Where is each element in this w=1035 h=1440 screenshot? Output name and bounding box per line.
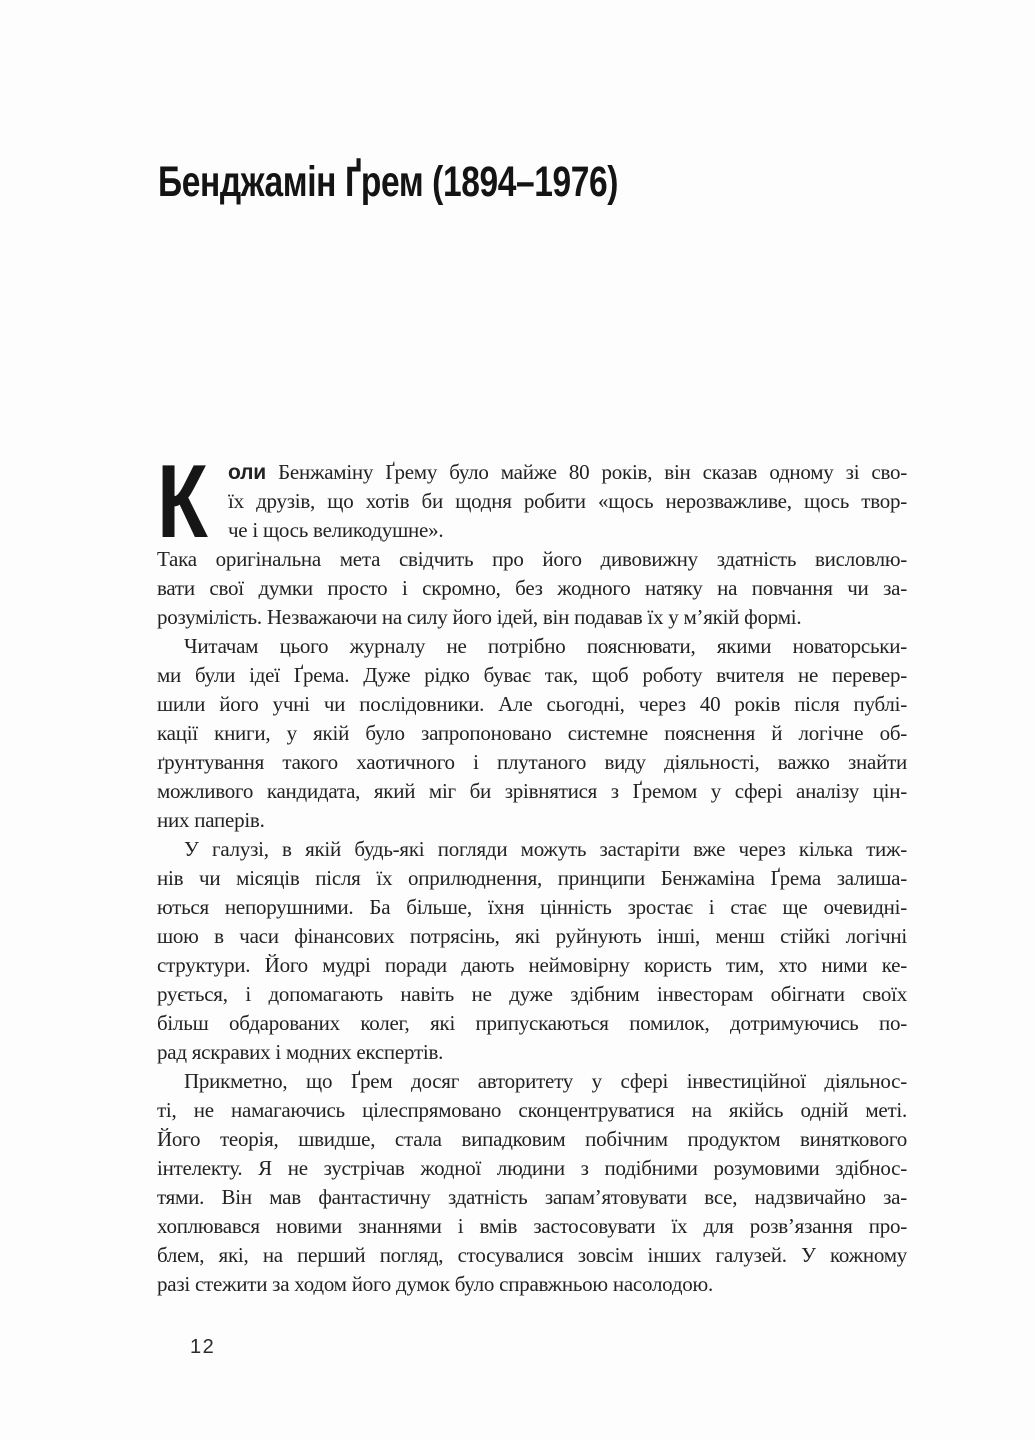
text-line: разі стежити за ходом його думок було справжньою насолодою. [157,1272,713,1296]
paragraph [157,1067,907,1299]
text-line: шили його учні чи послідовники. Але сьогодні, через 40 років після публі- [157,692,907,716]
text-line: Прикметно, що Ґрем досяг авторитету у сфері інвестиційної діяльнос- [184,1069,907,1093]
text-line: шою в часи фінансових потрясінь, які руйнують інші, менш стійкі логічні [157,924,907,948]
lead-word: оли [228,461,266,484]
text-line: Його теорія, швидше, стала випадковим побічним продуктом виняткового [157,1127,907,1151]
text-line: нів чи місяців після їх оприлюднення, принципи Бенжаміна Ґрема залиша- [157,866,907,890]
paragraph [157,835,907,1067]
text-line: Така оригінальна мета свідчить про його дивовижну здатність висловлю- [157,547,907,571]
text-line: можливого кандидата, який міг би зрівнятися з Ґремом у сфері аналізу цін- [157,779,907,803]
text-line: кації книги, у якій було запропоновано системне пояснення й логічне об- [157,721,907,745]
text-line: ми були ідеї Ґрема. Дуже рідко буває так, щоб роботу вчителя не перевер- [157,663,907,687]
drop-cap: К [157,444,208,560]
page-number: 12 [190,1336,216,1358]
text-line: розумілість. Незважаючи на силу його ідей, він подавав їх у м’якій формі. [157,605,802,629]
text-line: У галузі, в якій будь-які погляди можуть застаріти вже через кілька тиж- [184,837,907,861]
text-line: них паперів. [157,808,265,832]
paragraph [157,545,907,632]
text-line: ґрунтування такого хаотичного і плутаного виду діяльності, важко знайти [157,750,907,774]
text-line: рується, і допомагають навіть не дуже здібним інвесторам обігнати своїх [157,982,907,1006]
text-line: інтелекту. Я не зустрічав жодної людини з подібними розумовими здібнос- [157,1156,907,1180]
text-line: че і щось великодушне». [228,518,444,542]
text-line: тями. Він мав фантастичну здатність запам’ятовувати все, надзвичайно за- [157,1185,907,1209]
text-line: ті, не намагаючись цілеспрямовано сконцентруватися на якійсь одній меті. [157,1098,907,1122]
text-line: рад яскравих і модних експертів. [157,1040,444,1064]
text-line: блем, які, на перший погляд, стосувалися зовсім інших галузей. У кожному [157,1243,907,1267]
text-line: їх друзів, що хотів би щодня робити «щось нерозважливе, щось твор- [228,489,907,513]
paragraph [157,632,907,835]
text-line: хоплювався новими знаннями і вмів застосовувати їх для розв’язання про- [157,1214,907,1238]
text-line: оли Бенжаміну Ґрему було майже 80 років, він сказав одному зі сво- [228,460,907,484]
text-line: більш обдарованих колег, які припускаються помилок, дотримуючись по- [157,1011,907,1035]
text-line: вати свої думки просто і скромно, без жодного натяку на повчання чи за- [157,576,907,600]
text-line: ються непорушними. Ба більше, їхня цінність зростає і стає ще очевидні- [157,895,907,919]
text-line: структури. Його мудрі поради дають неймовірну користь тим, хто ними ке- [157,953,907,977]
body-text [157,444,907,1299]
text-line: Читачам цього журналу не потрібно пояснювати, якими новаторськи- [184,634,907,658]
chapter-title: Бенджамін Ґрем (1894–1976) [158,158,619,206]
